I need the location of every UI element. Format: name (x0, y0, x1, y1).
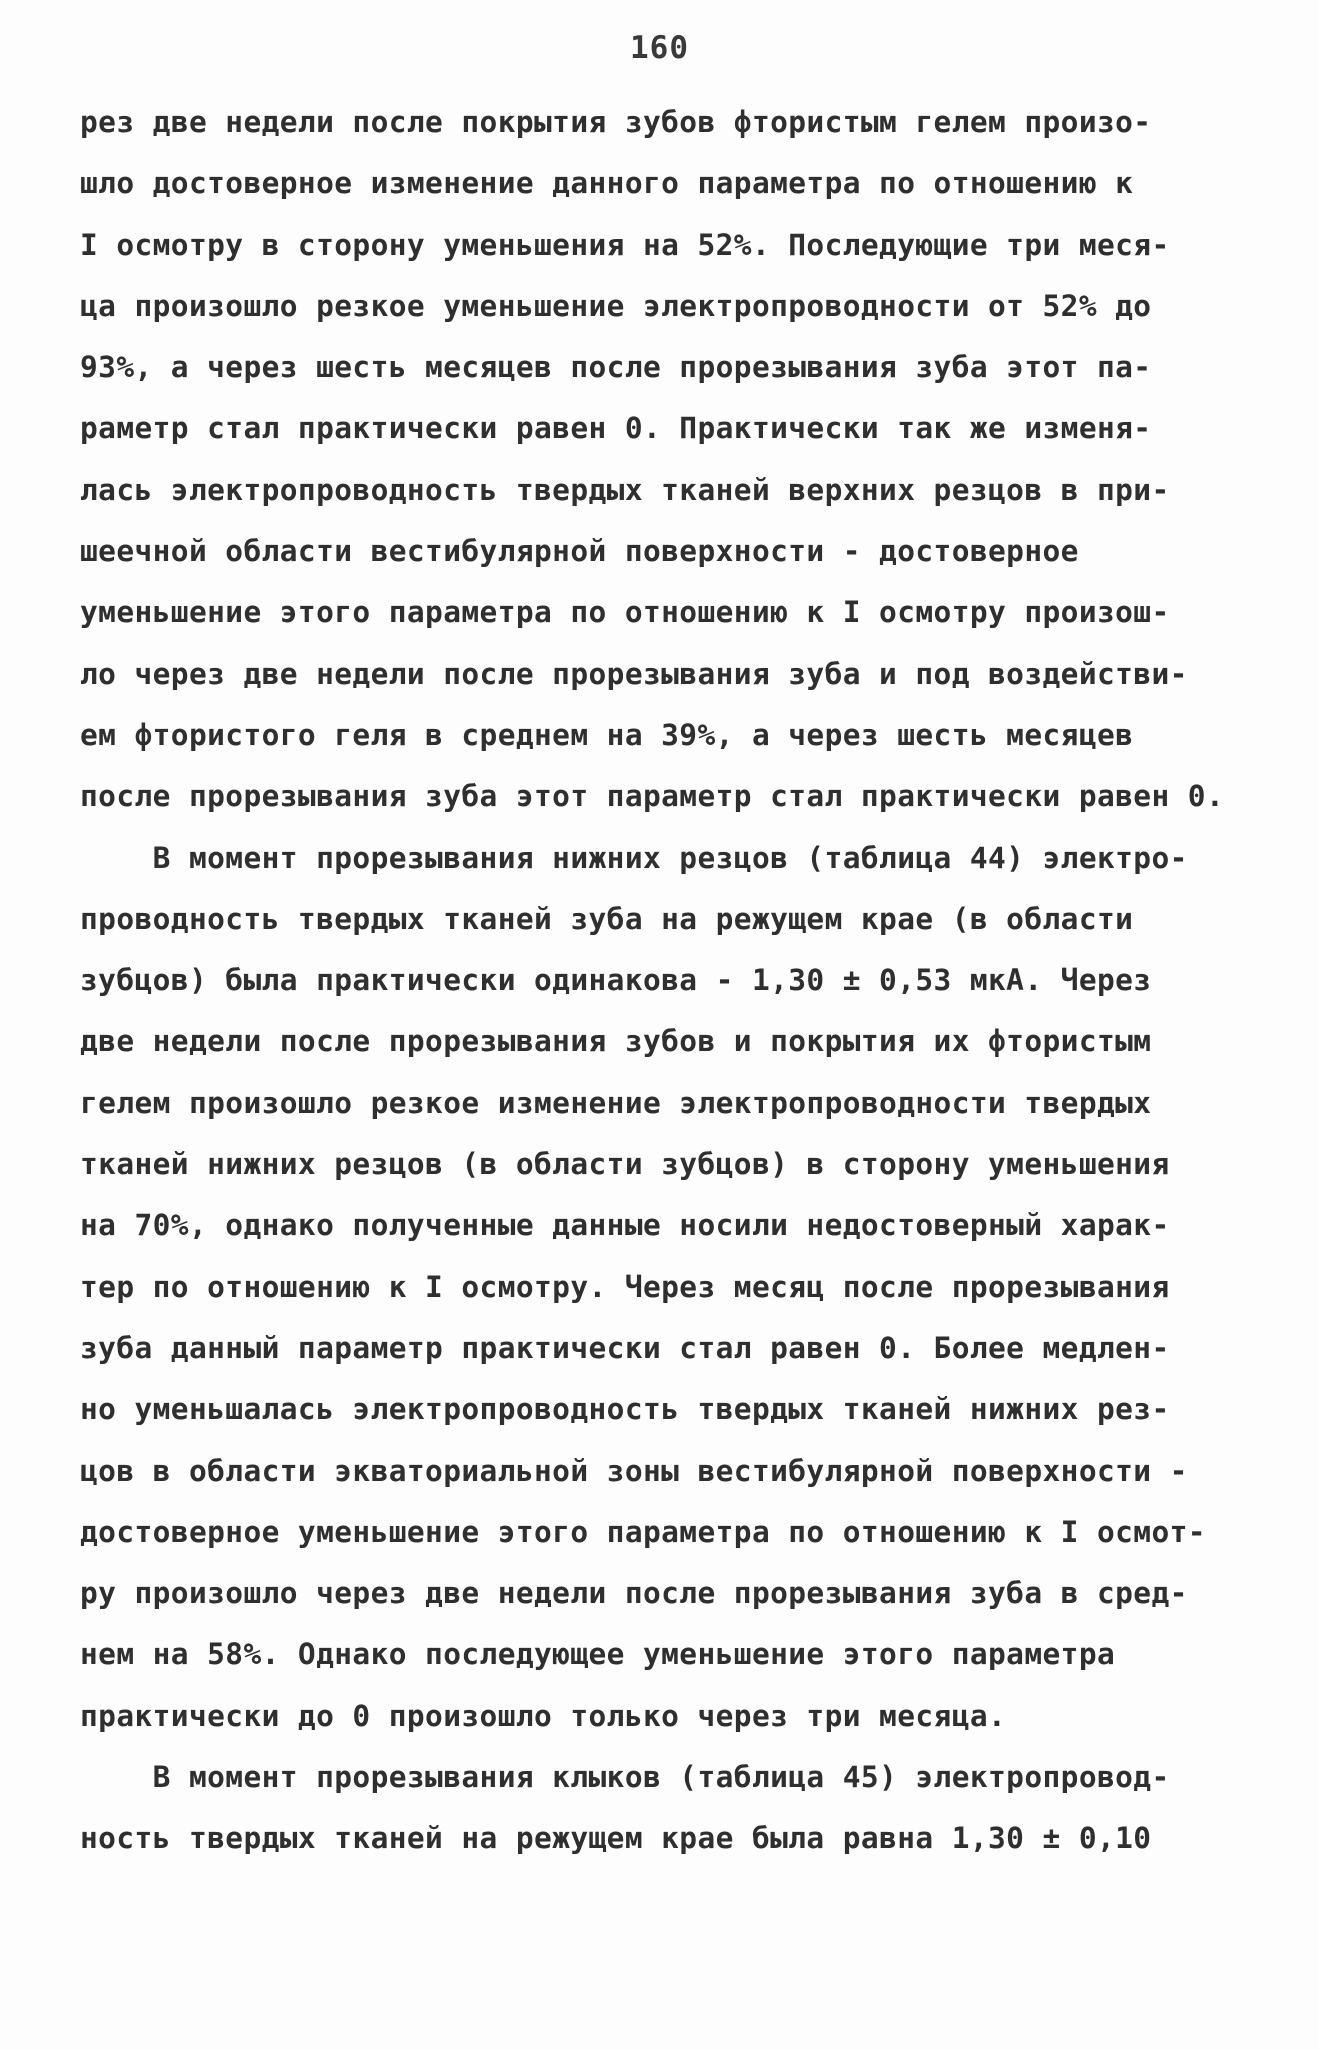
text-line: 93%, а через шесть месяцев после прорезывания зуба этот па- (80, 350, 1152, 385)
text-line: раметр стал практически равен 0. Практически так же изменя- (80, 411, 1152, 446)
page-number: 160 (630, 30, 689, 66)
text-line: но уменьшалась электропроводность твердых тканей нижних рез- (80, 1392, 1170, 1427)
text-line: шло достоверное изменение данного параметра по отношению к (80, 166, 1134, 201)
body-text (80, 92, 1260, 1870)
text-line: зубцов) была практически одинакова - 1,30 ± 0,53 мкА. Через (80, 963, 1152, 998)
text-line: две недели после прорезывания зубов и покрытия их фтористым (80, 1024, 1152, 1059)
text-line: на 70%, однако полученные данные носили недостоверный харак- (80, 1208, 1170, 1243)
text-line: тер по отношению к I осмотру. Через месяц после прорезывания (80, 1269, 1170, 1304)
text-line: уменьшение этого параметра по отношению к I осмотру произош- (80, 595, 1170, 630)
text-line: достоверное уменьшение этого параметра по отношению к I осмот- (80, 1514, 1206, 1549)
text-line: I осмотру в сторону уменьшения на 52%. Последующие три меся- (80, 227, 1170, 262)
text-line: тканей нижних резцов (в области зубцов) в сторону уменьшения (80, 1147, 1170, 1182)
text-line: лась электропроводность твердых тканей верхних резцов в при- (80, 472, 1170, 507)
text-line: после прорезывания зуба этот параметр стал практически равен 0. (80, 779, 1225, 814)
text-line: проводность твердых тканей зуба на режущем крае (в области (80, 901, 1134, 936)
text-line: зуба данный параметр практически стал равен 0. Более медлен- (80, 1330, 1170, 1365)
text-line: ру произошло через две недели после прорезывания зуба в сред- (80, 1576, 1188, 1611)
text-line: цов в области экваториальной зоны вестибулярной поверхности - (80, 1453, 1188, 1488)
text-line: В момент прорезывания клыков (таблица 45) электропровод- (80, 1760, 1170, 1795)
text-line: рез две недели после покрытия зубов фтористым гелем произо- (80, 105, 1152, 139)
text-line: нем на 58%. Однако последующее уменьшение этого параметра (80, 1637, 1116, 1672)
text-line: ца произошло резкое уменьшение электропроводности от 52% до (80, 288, 1152, 323)
text-line: ем фтористого геля в среднем на 39%, а через шесть месяцев (80, 717, 1134, 752)
text-line: ло через две недели после прорезывания зуба и под воздействи- (80, 656, 1188, 691)
text-line: шеечной области вестибулярной поверхности - достоверное (80, 534, 1079, 569)
text-line: В момент прорезывания нижних резцов (таблица 44) электро- (80, 840, 1188, 875)
text-line: практически до 0 произошло только через три месяца. (80, 1698, 1007, 1733)
text-line: гелем произошло резкое изменение электропроводности твердых (80, 1085, 1152, 1120)
text-line: ность твердых тканей на режущем крае была равна 1,30 ± 0,10 (80, 1821, 1152, 1856)
